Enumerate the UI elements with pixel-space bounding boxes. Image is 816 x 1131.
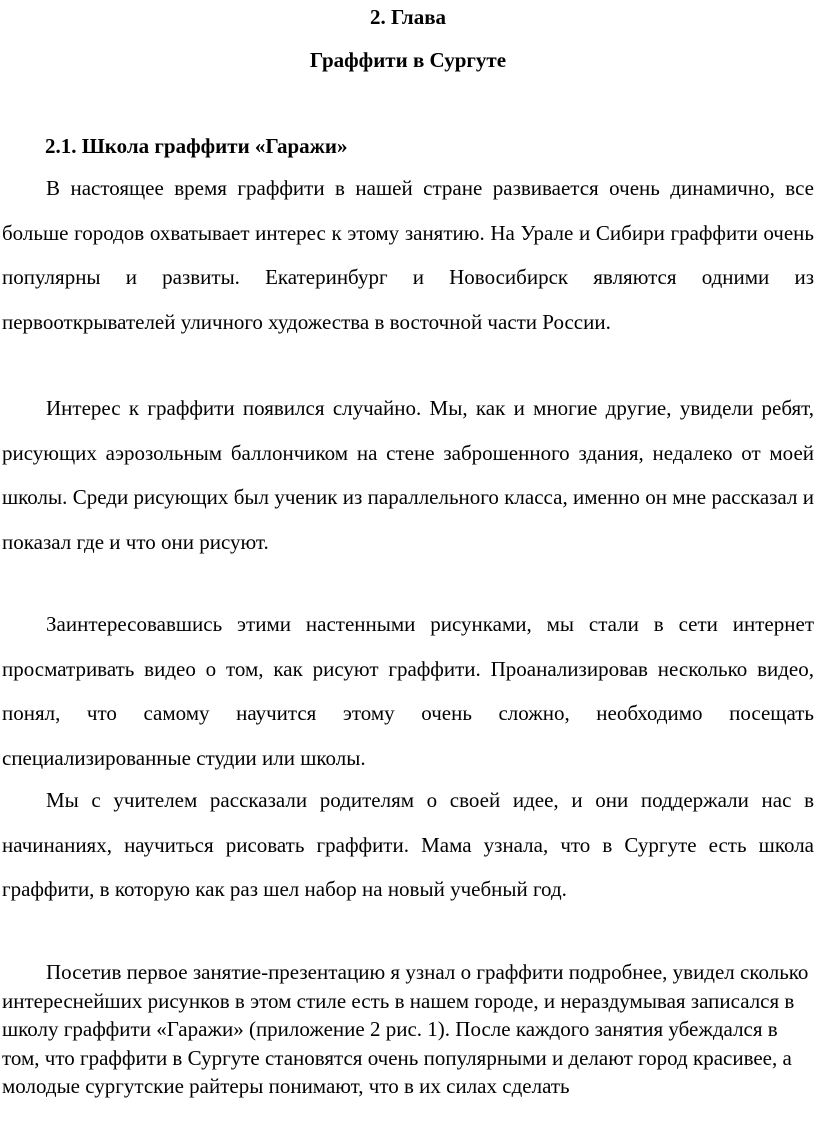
paragraph-3: Заинтересовавшись этими настенными рисунками, мы стали в сети интернет просматривать видео о том, как рисуют граффити. Проанализировав несколько видео, понял, что самому научится этому очень сложно, необходимо посещать специализированные студии или школы.: [2, 612, 814, 770]
section-heading: 2.1. Школа граффити «Гаражи»: [45, 134, 348, 158]
paragraph-1: В настоящее время граффити в нашей стране развивается очень динамично, все больше городов охватывает интерес к этому занятию. На Урале и Сибири граффити очень популярны и развиты. Екатеринбург и Новосибирск являются одними из первооткрывателей уличного художества в восточной части России.: [2, 176, 814, 334]
chapter-title: Граффити в Сургуте: [309, 48, 507, 72]
paragraph-4: Мы с учителем рассказали родителям о своей идее, и они поддержали нас в начинаниях, научиться рисовать граффити. Мама узнала, что в Сургуте есть школа граффити, в которую как раз шел набор на новый учебный год.: [2, 788, 814, 901]
paragraph-5: Посетив первое занятие-презентацию я узнал о граффити подробнее, увидел сколько интереснейших рисунков в этом стиле есть в нашем городе, и нераздумывая записался в школу граффити «Гаражи» (приложение 2 рис. 1). После каждого занятия убеждался в том, что граффити в Сургуте становятся очень популярными и делают город красивее, а молодые сургутские райтеры понимают, что в их силах сделать: [2, 960, 809, 1099]
chapter-number: 2. Глава: [369, 5, 447, 29]
paragraph-2: Интерес к граффити появился случайно. Мы, как и многие другие, увидели ребят, рисующих аэрозольным баллончиком на стене заброшенного здания, недалеко от моей школы. Среди рисующих был ученик из параллельного класса, именно он мне рассказал и показал где и что они рисуют.: [2, 396, 814, 554]
